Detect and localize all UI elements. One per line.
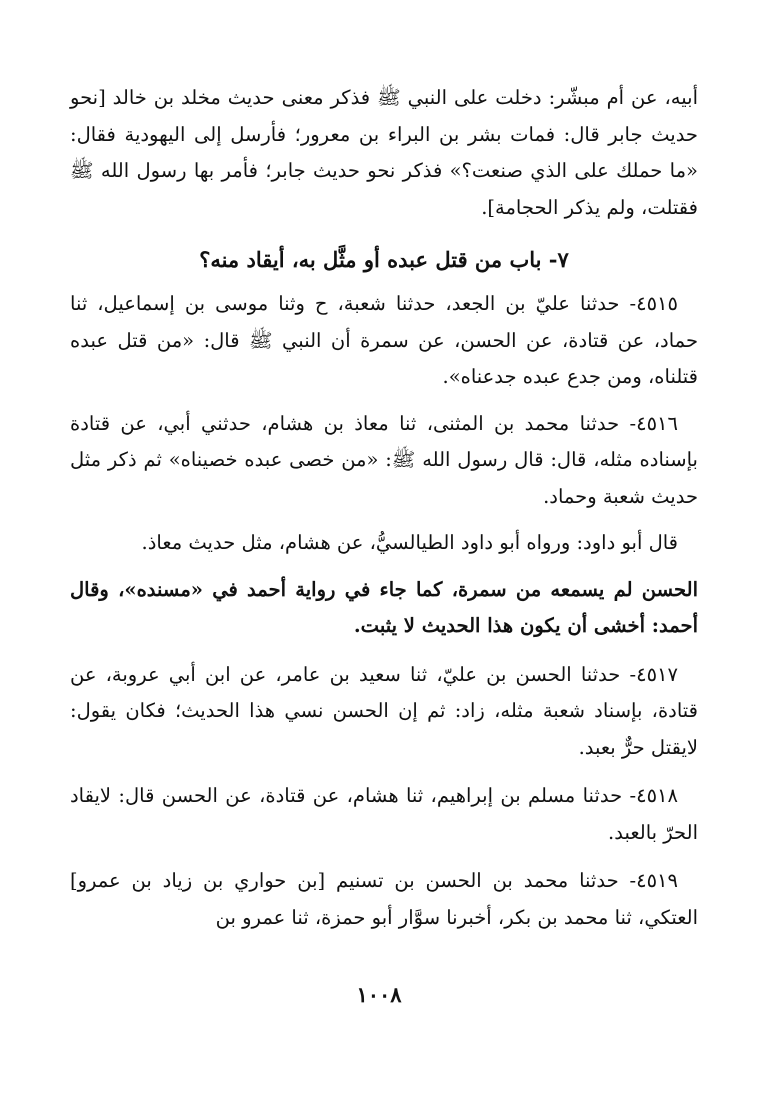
abu-dawud-comment: قال أبو داود: ورواه أبو داود الطيالسيُّ، عن هشام، مثل حديث معاذ. [141, 531, 678, 554]
hadith-4517: ٤٥١٧- حدثنا الحسن بن عليّ، ثنا سعيد بن عامر، عن ابن أبي عروبة، عن قتادة، بإسناد شعبة مثله، زاد: ثم إن الحسن نسي هذا الحديث؛ فكان يقول: لايقتل حرٌّ بعبد. [70, 662, 698, 759]
hadith-4518: ٤٥١٨- حدثنا مسلم بن إبراهيم، ثنا هشام، عن قتادة، عن الحسن قال: لايقاد الحرّ بالعبد. [70, 784, 698, 844]
editor-note: الحسن لم يسمعه من سمرة، كما جاء في رواية أحمد في «مسنده»، وقال أحمد: أخشى أن يكون هذا الحديث لا يثبت. [70, 577, 698, 637]
paragraph-continuation: أبيه، عن أم مبشّر: دخلت على النبي ﷺ فذكر معنى حديث مخلد بن خالد [نحو حديث جابر قال: فمات بشر بن البراء بن معرور؛ فأرسل إلى اليهودية فقال: «ما حملك على الذي صنعت؟» فذكر نحو حديث جابر؛ فأمر بها رسول الله ﷺ فقتلت، ولم يذكر الحجامة]. [70, 86, 698, 219]
hadith-4519: ٤٥١٩- حدثنا محمد بن الحسن بن تسنيم [بن حواري بن زياد بن عمرو] العتكي، ثنا محمد بن بكر، أخبرنا سوَّار أبو حمزة، ثنا عمرو بن [70, 869, 698, 929]
hadith-4516: ٤٥١٦- حدثنا محمد بن المثنى، ثنا معاذ بن هشام، حدثني أبي، عن قتادة بإسناده مثله، قال: قال رسول الله ﷺ: «من خصى عبده خصيناه» ثم ذكر مثل حديث شعبة وحماد. [70, 411, 698, 508]
hadith-4515: ٤٥١٥- حدثنا عليّ بن الجعد، حدثنا شعبة، ح وثنا موسى بن إسماعيل، ثنا حماد، عن قتادة، عن الحسن، عن سمرة أن النبي ﷺ قال: «من قتل عبده قتلناه، ومن جدع عبده جدعناه». [70, 292, 698, 388]
chapter-heading: ٧- باب من قتل عبده أو مثَّل به، أيقاد منه؟ [199, 247, 569, 272]
page-number: ١٠٠٨ [356, 982, 402, 1007]
page-body [70, 80, 698, 936]
